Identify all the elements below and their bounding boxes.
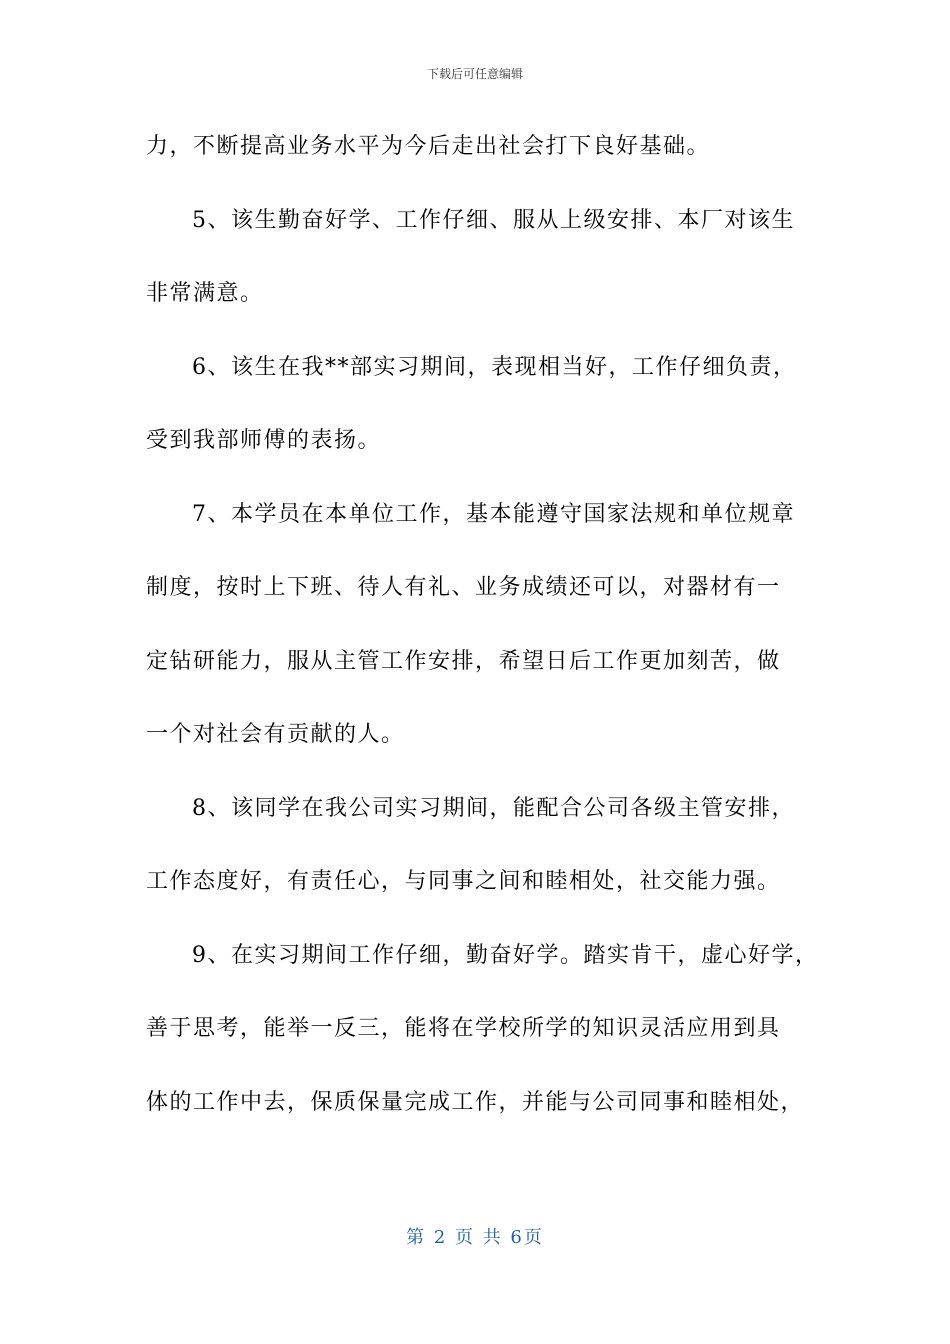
text-line: 定钻研能力，服从主管工作安排，希望日后工作更加刻苦，做 <box>146 648 781 674</box>
document-body <box>146 124 826 1153</box>
page-header: 下载后可任意编辑 <box>426 67 523 81</box>
text-line: 制度，按时上下班、待人有礼、业务成绩还可以，对器材有一 <box>146 575 781 600</box>
text-line: 6、该生在我**部实习期间，表现相当好，工作仔细负责， <box>192 354 797 380</box>
text-line: 力，不断提高业务水平为今后走出社会打下良好基础。 <box>146 134 711 159</box>
page-number-footer: 第 2 页 共 6页 <box>406 1227 544 1248</box>
text-line: 受到我部师傅的表扬。 <box>146 428 382 453</box>
text-line: 9、在实习期间工作仔细，勤奋好学。踏实肯干，虚心好学， <box>192 942 819 968</box>
text-line: 8、该同学在我公司实习期间，能配合公司各级主管安排， <box>192 795 795 821</box>
text-line: 7、本学员在本单位工作，基本能遵守国家法规和单位规章 <box>192 501 795 527</box>
text-line: 一个对社会有贡献的人。 <box>146 722 405 747</box>
text-line: 工作态度好，有责任心，与同事之间和睦相处，社交能力强。 <box>146 869 781 894</box>
text-line: 善于思考，能举一反三，能将在学校所学的知识灵活应用到具 <box>146 1016 781 1041</box>
text-line: 非常满意。 <box>146 281 264 306</box>
text-line: 5、该生勤奋好学、工作仔细、服从上级安排、本厂对该生 <box>192 207 795 233</box>
text-line: 体的工作中去，保质保量完成工作，并能与公司同事和睦相处， <box>146 1089 805 1115</box>
